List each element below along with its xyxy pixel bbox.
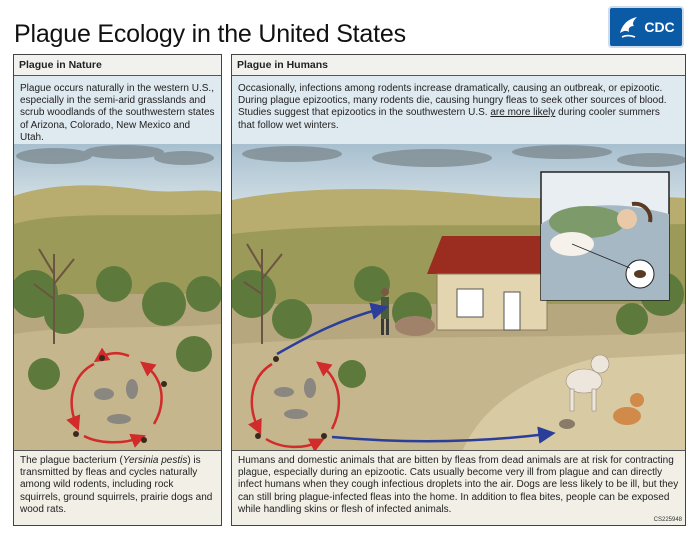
eagle-icon [617, 13, 641, 41]
intro-text-end: during cooler summers that follow wet winters. [238, 107, 660, 131]
panel-intro [232, 76, 685, 144]
page-title: Plague Ecology in the United States [14, 20, 406, 48]
inset-frame [541, 172, 669, 300]
house [427, 236, 557, 330]
logo-text: CDC [644, 19, 675, 35]
intro-underlined: are more likely [490, 107, 556, 119]
panel-footer: Humans and domestic animals that are bitten by fleas from dead animals are at risk for contracting plague, especially during an epizootic. Cats usually become very ill from plague and can directly infect humans when they cough infectious droplets into the air. Dogs are less likely to be ill, but they can still bring plague-infected fleas into the home. In addition to flea bites, people can be exposed while handling skins or flesh of infected animals. [232, 450, 685, 525]
cdc-logo [608, 6, 684, 48]
nature-illustration [14, 144, 221, 452]
panel-heading: Plague in Nature [14, 55, 221, 76]
intro-text-start: Occasionally, infections among rodents increase dramatically, causing an outbreak, or epizootic. During plague epizootics, many rodents die, causing hungry fleas to seek other sources of blood. Studies suggest that epizootics in the southwestern U.S. [238, 83, 667, 119]
panel-intro: Plague occurs naturally in the western U.S., especially in the semi-arid grasslands and scrub woodlands of the southwestern states of Arizona, Colorado, New Mexico and Utah. [14, 76, 221, 144]
human-illustration [232, 144, 685, 452]
panel-heading: Plague in Humans [232, 55, 685, 76]
species-name: Yersinia pestis [122, 455, 188, 466]
document-code: CS225948 [653, 517, 682, 523]
footer-text-end: ) is transmitted by fleas and cycles naturally among wild rodents, including rock squirrels, ground squirrels, prairie dogs and wood rats. [20, 455, 213, 515]
panel-footer [14, 450, 221, 525]
footer-text-start: The plague bacterium ( [20, 455, 123, 466]
panel-plague-in-nature [13, 54, 222, 526]
rodent-small [559, 419, 575, 429]
panel-plague-in-humans [231, 54, 686, 526]
woodpile [395, 316, 435, 336]
